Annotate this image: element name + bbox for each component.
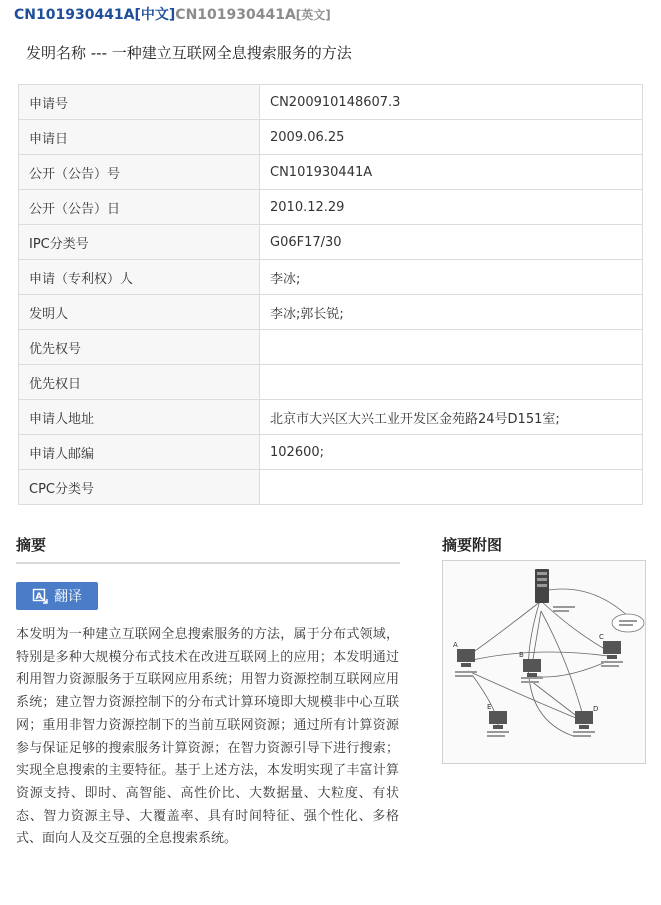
field-value: 2009.06.25 [260,120,643,155]
diagram-label-a: A [453,641,458,649]
abstract-divider [16,562,400,564]
field-label: 优先权号 [19,330,260,365]
table-row [19,190,643,225]
field-label: 申请人邮编 [19,435,260,470]
abstract-figure[interactable] [442,560,646,764]
field-label: 申请号 [19,85,260,120]
table-row [19,435,643,470]
table-row [19,470,643,505]
field-label: IPC分类号 [19,225,260,260]
translate-button[interactable] [16,582,98,610]
table-row [19,155,643,190]
table-row [19,400,643,435]
field-label: 公开（公告）日 [19,190,260,225]
field-value [260,330,643,365]
table-row [19,120,643,155]
translate-icon [32,588,48,604]
field-value [260,470,643,505]
table-row [19,330,643,365]
field-label: 申请（专利权）人 [19,260,260,295]
field-label: CPC分类号 [19,470,260,505]
diagram-label-c: C [599,633,604,641]
table-row [19,225,643,260]
field-label: 申请日 [19,120,260,155]
field-label: 发明人 [19,295,260,330]
en-version-link[interactable]: CN101930441A[英文] [175,7,331,23]
diagram-label-d: D [593,705,599,713]
field-value: 2010.12.29 [260,190,643,225]
field-value: G06F17/30 [260,225,643,260]
field-value [260,365,643,400]
table-row [19,365,643,400]
table-row [19,85,643,120]
field-value: 北京市大兴区大兴工业开发区金苑路24号D151室; [260,400,643,435]
field-value: CN101930441A [260,155,643,190]
field-value: CN200910148607.3 [260,85,643,120]
table-row [19,295,643,330]
field-label: 优先权日 [19,365,260,400]
diagram-label-b: B [519,651,524,659]
language-links [14,4,331,24]
abstract-text: 本发明为一种建立互联网全息搜索服务的方法，属于分布式领域，特别是多种大规模分布式技术在改进互联网上的应用；本发明通过利用智力资源服务于互联网应用系统；用智力资源控制互联网应用系统；建立智力资源控制下的分布式计算环境即大规模非中心互联网；重用非智力资源控制下的当前互联网资源；通过所有计算资源参与保证足够的搜索服务计算资源；在智力资源引导下进行搜索；实现全息搜索的主要特征。基于上述方法，本发明实现了丰富计算资源支持、即时、高智能、高性价比、大数据量、大粒度、有状态、智力资源主导、大覆盖率、具有时间特征、强个性化、多格式、面向人及交互强的全息搜索系统。 [16,627,399,847]
field-value: 李冰; [260,260,643,295]
network-diagram-image [443,561,645,763]
field-label: 公开（公告）号 [19,155,260,190]
diagram-label-e: E [487,703,492,711]
abstract-heading: 摘要 [16,536,47,554]
cn-version-link[interactable]: CN101930441A[中文] [14,7,176,23]
invention-title: 发明名称 --- 一种建立互联网全息搜索服务的方法 [26,44,352,62]
table-row [19,260,643,295]
field-label: 申请人地址 [19,400,260,435]
translate-label: 翻译 [54,589,82,605]
patent-info-table [18,84,643,505]
svg-text:A: A [35,592,43,602]
field-value: 李冰;郭长锐; [260,295,643,330]
abstract-figure-heading: 摘要附图 [442,536,503,554]
field-value: 102600; [260,435,643,470]
